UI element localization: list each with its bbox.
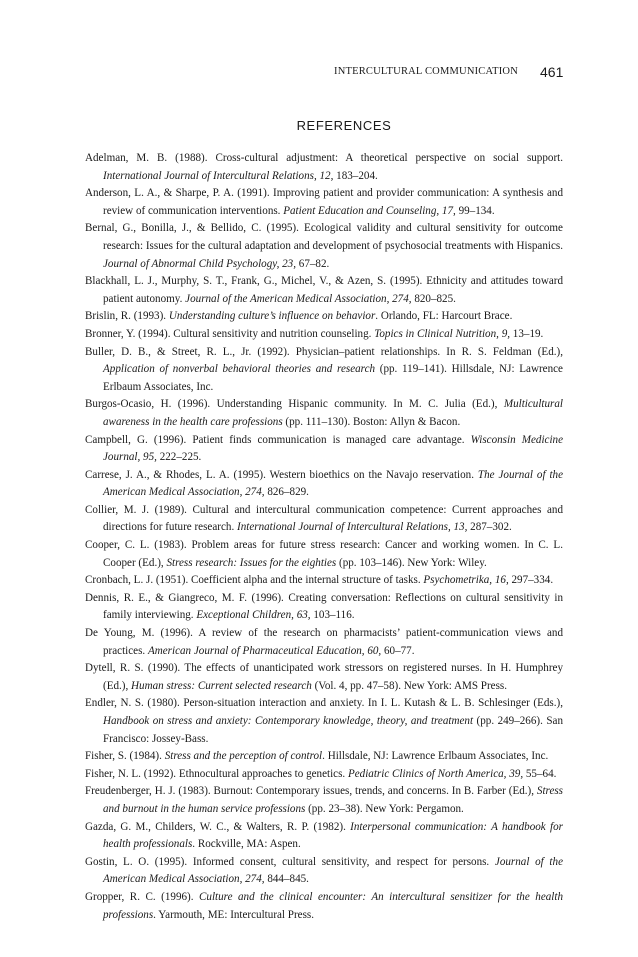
reference-entry xyxy=(85,572,563,590)
reference-source: Patient Education and Counseling, 17, xyxy=(283,204,456,217)
page-number: 461 xyxy=(540,64,564,80)
reference-text: (pp. 249–266). San Francisco: Jossey-Bass. xyxy=(103,715,563,745)
reference-entry xyxy=(85,854,563,889)
reference-entry xyxy=(85,590,563,625)
reference-source: Pediatric Clinics of North America, 39, xyxy=(347,767,524,780)
reference-text: Cooper, C. L. (1983). Problem areas for future stress research: Cancer and working women. In C. L. Cooper (Ed.), xyxy=(85,539,563,569)
reference-source: Journal of the American Medical Association, 274, xyxy=(103,855,563,886)
reference-entry xyxy=(85,695,563,748)
reference-source: Stress and burnout in the human service professions xyxy=(103,785,563,815)
reference-text: (Vol. 4, pp. 47–58). New York: AMS Press. xyxy=(311,679,508,692)
reference-entry xyxy=(85,537,563,572)
reference-text: Collier, M. J. (1989). Cultural and intercultural communication competence: Current approaches and directions for future research. xyxy=(85,503,563,534)
reference-source: Stress research: Issues for the eighties xyxy=(166,556,337,569)
reference-entry xyxy=(85,396,563,431)
reference-entry xyxy=(85,766,563,784)
reference-source: Interpersonal communication: A handbook for health professionals xyxy=(103,820,563,851)
page-header xyxy=(0,64,638,84)
reference-entry xyxy=(85,308,563,326)
reference-source: Multicultural awareness in the health care professions xyxy=(103,398,563,428)
reference-entry xyxy=(85,748,563,766)
reference-source: Journal of the American Medical Association, 274, xyxy=(185,292,412,305)
reference-text: Endler, N. S. (1980). Person-situation interaction and anxiety. In I. L. Kutash & L. B. Schlesinger (Eds.), xyxy=(85,697,563,710)
reference-entry xyxy=(85,889,563,924)
reference-text: (pp. 119–141). Hillsdale, NJ: Lawrence Erlbaum Associates, Inc. xyxy=(103,363,563,393)
reference-text: 844–845. xyxy=(264,873,309,886)
reference-text: Buller, D. B., & Street, R. L., Jr. (1992). Physician–patient relationships. In R. S. Feldman (Ed.), xyxy=(85,345,563,358)
reference-entry xyxy=(85,660,563,695)
section-title xyxy=(0,118,638,133)
reference-text: De Young, M. (1996). A review of the research on pharmacists’ patient-communication views and practices. xyxy=(85,627,563,657)
reference-text: Campbell, G. (1996). Patient finds communication is managed care advantage. xyxy=(85,433,471,446)
reference-text: Anderson, L. A., & Sharpe, P. A. (1991). Improving patient and provider communication: A synthesis and review of communication interventions. xyxy=(85,187,563,217)
reference-text: 67–82. xyxy=(296,257,330,270)
reference-text: Dytell, R. S. (1990). The effects of unanticipated work stressors on registered nurses. In H. Humphrey (Ed.), xyxy=(85,662,563,692)
reference-source: The Journal of the American Medical Association, 274, xyxy=(103,468,564,499)
reference-text: Burgos-Ocasio, H. (1996). Understanding Hispanic community. In M. C. Julia (Ed.), xyxy=(85,398,504,411)
reference-text: Blackhall, L. J., Murphy, S. T., Frank, G., Michel, V., & Azen, S. (1995). Ethnicity and attitudes toward patient autonomy. xyxy=(85,275,563,305)
reference-text: Gostin, L. O. (1995). Informed consent, cultural sensitivity, and respect for persons. xyxy=(85,855,495,868)
reference-text: (pp. 23–38). New York: Pergamon. xyxy=(305,802,464,815)
reference-text: Adelman, M. B. (1988). Cross-cultural adjustment: A theoretical perspective on social support. xyxy=(85,152,563,164)
reference-text: Carrese, J. A., & Rhodes, L. A. (1995). Western bioethics on the Navajo reservation. xyxy=(85,468,478,481)
reference-text: 820–825. xyxy=(411,292,456,305)
reference-text: . Orlando, FL: Harcourt Brace. xyxy=(375,310,513,323)
reference-text: Brislin, R. (1993). xyxy=(85,310,169,323)
running-head: INTERCULTURAL COMMUNICATION xyxy=(334,66,518,77)
reference-text: Dennis, R. E., & Giangreco, M. F. (1996). Creating conversation: Reflections on cultural sensitivity in family interviewing. xyxy=(85,591,563,622)
reference-entry xyxy=(85,344,563,397)
reference-source: Understanding culture’s influence on behavior xyxy=(168,310,376,323)
reference-source: Psychometrika, 16, xyxy=(423,574,509,587)
reference-text: Gazda, G. M., Childers, W. C., & Walters, R. P. (1982). xyxy=(85,820,351,833)
reference-text: Freudenberger, H. J. (1983). Burnout: Contemporary issues, trends, and concerns. In B. Farber (Ed.), xyxy=(85,785,537,798)
references-heading: REFERENCES xyxy=(296,118,392,133)
reference-text: Bronner, Y. (1994). Cultural sensitivity and nutrition counseling. xyxy=(85,327,375,340)
reference-source: International Journal of Intercultural Relations, 12, xyxy=(103,169,334,182)
reference-source: Topics in Clinical Nutrition, 9, xyxy=(374,327,511,340)
reference-text: (pp. 103–146). New York: Wiley. xyxy=(336,556,487,569)
reference-text: Fisher, N. L. (1992). Ethnocultural approaches to genetics. xyxy=(85,767,348,780)
reference-entry xyxy=(85,467,563,502)
reference-text: 826–829. xyxy=(264,486,309,499)
reference-entry xyxy=(85,502,563,537)
reference-entry xyxy=(85,625,563,660)
reference-source: International Journal of Intercultural Relations, 13, xyxy=(237,521,468,534)
reference-text: 222–225. xyxy=(156,451,202,464)
reference-text: Bernal, G., Bonilla, J., & Bellido, C. (1995). Ecological validity and cultural sensitivity for outcome research: Issues for the cultural adaptation and development of psychosocial treatments with Hispanics. xyxy=(85,222,563,252)
reference-source: Application of nonverbal behavioral theories and research xyxy=(103,363,376,376)
reference-text: 13–19. xyxy=(510,327,544,340)
reference-source: Culture and the clinical encounter: An intercultural sensitizer for the health professions xyxy=(103,890,563,921)
reference-entry xyxy=(85,819,563,854)
reference-text: 60–77. xyxy=(381,644,415,657)
reference-text: 55–64. xyxy=(523,767,557,780)
reference-source: Stress and the perception of control xyxy=(164,750,323,763)
reference-source: Handbook on stress and anxiety: Contemporary knowledge, theory, and treatment xyxy=(103,715,474,727)
reference-entry xyxy=(85,783,563,818)
reference-text: 99–134. xyxy=(455,204,495,217)
reference-text: 297–334. xyxy=(508,574,554,587)
reference-list xyxy=(85,150,563,924)
reference-source: Human stress: Current selected research xyxy=(131,679,312,692)
reference-text: 183–204. xyxy=(333,169,378,182)
reference-text: . Rockville, MA: Aspen. xyxy=(192,838,301,851)
reference-text: 287–302. xyxy=(467,521,512,534)
reference-entry xyxy=(85,326,563,344)
reference-source: American Journal of Pharmaceutical Education, 60, xyxy=(147,644,382,657)
reference-text: Fisher, S. (1984). xyxy=(85,750,165,763)
reference-source: Journal of Abnormal Child Psychology, 23, xyxy=(103,257,297,270)
reference-text: . Yarmouth, ME: Intercultural Press. xyxy=(153,908,314,921)
reference-text: . Hillsdale, NJ: Lawrence Erlbaum Associates, Inc. xyxy=(322,750,549,763)
reference-text: Cronbach, L. J. (1951). Coefficient alpha and the internal structure of tasks. xyxy=(85,574,424,587)
reference-source: Wisconsin Medicine Journal, 95, xyxy=(103,433,563,464)
reference-entry xyxy=(85,185,563,220)
reference-entry xyxy=(85,432,563,467)
reference-entry xyxy=(85,150,563,185)
reference-text: (pp. 111–130). Boston: Allyn & Bacon. xyxy=(282,415,461,428)
reference-text: 103–116. xyxy=(310,609,355,622)
reference-entry xyxy=(85,273,563,308)
reference-entry xyxy=(85,220,563,273)
reference-source: Exceptional Children, 63, xyxy=(196,609,311,622)
reference-text: Gropper, R. C. (1996). xyxy=(85,890,200,903)
